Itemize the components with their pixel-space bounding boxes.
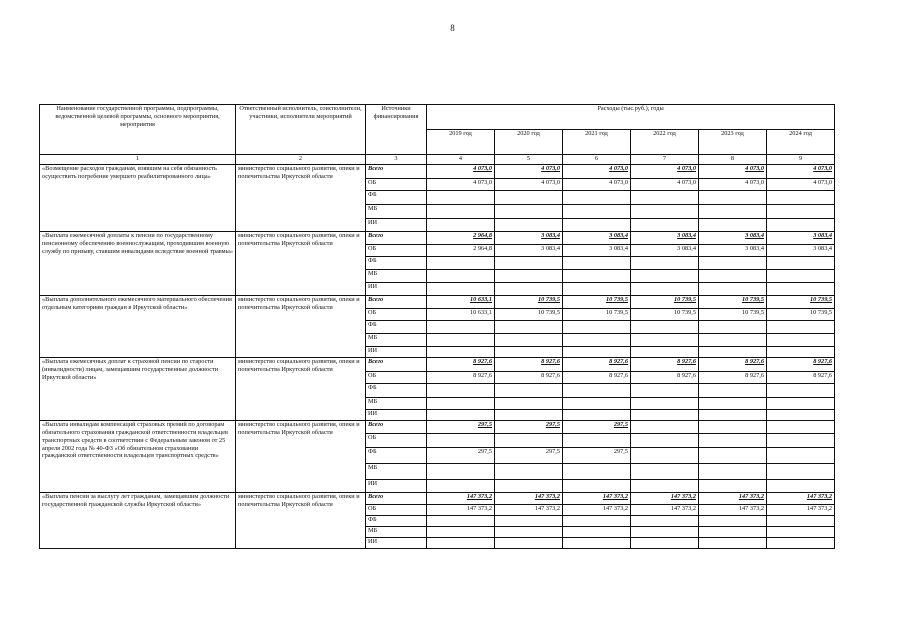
table-row — [40, 421, 835, 434]
year-value — [631, 410, 699, 421]
year-value: 8 927,6 — [563, 358, 631, 372]
year-value — [699, 410, 767, 421]
year-value: 8 927,6 — [767, 372, 835, 384]
year-value — [495, 410, 563, 421]
source-label: МБ — [366, 398, 427, 410]
year-value: 297,5 — [427, 448, 495, 464]
year-value — [563, 257, 631, 270]
year-value: 147 373,2 — [495, 505, 563, 516]
source-label: МБ — [366, 270, 427, 283]
year-value — [631, 398, 699, 410]
measure-name: «Выплата дополнительного ежемесячного материального обеспечения отдельным категориям граждан в Иркутской области» — [40, 296, 236, 358]
year-value: 297,5 — [563, 421, 631, 434]
year-value: 10 739,5 — [631, 296, 699, 309]
year-value — [427, 257, 495, 270]
source-label: Всего — [366, 232, 427, 245]
year-value: 10 739,5 — [699, 296, 767, 309]
header-source: Источники финансирования — [366, 105, 427, 155]
year-value — [563, 384, 631, 398]
year-value — [427, 270, 495, 283]
year-value — [495, 384, 563, 398]
year-value — [699, 283, 767, 296]
table-row — [40, 232, 835, 245]
year-value — [495, 538, 563, 549]
year-value — [563, 219, 631, 232]
year-value: 8 927,6 — [699, 372, 767, 384]
year-value — [767, 410, 835, 421]
year-value: 297,5 — [427, 421, 495, 434]
year-value: 147 373,2 — [631, 505, 699, 516]
year-value — [495, 270, 563, 283]
column-number: 9 — [767, 155, 835, 165]
year-value — [427, 434, 495, 448]
year-value — [631, 448, 699, 464]
year-value — [699, 219, 767, 232]
year-value: 147 373,2 — [699, 493, 767, 505]
year-value — [427, 398, 495, 410]
year-value: 4 073,0 — [767, 165, 835, 179]
year-value — [699, 516, 767, 527]
year-value — [427, 464, 495, 480]
source-label: ФБ — [366, 448, 427, 464]
year-value: 147 373,2 — [699, 505, 767, 516]
year-value — [495, 283, 563, 296]
year-value: 147 373,2 — [767, 493, 835, 505]
year-value: 8 927,6 — [495, 358, 563, 372]
year-value: 4 073,0 — [563, 165, 631, 179]
year-value — [767, 191, 835, 205]
measure-name: «Выплата инвалидам компенсаций страховых премий по договорам обязательного страхования гражданской ответственности владельцев транспортных средств в соответствии с Федеральным законом от 25 апреля 2002 года № 40-ФЗ «Об обязательном страховании гражданской ответственности владельцев транспортных средств» — [40, 421, 236, 493]
header-year: 2023 год — [699, 130, 767, 155]
year-value — [495, 527, 563, 538]
year-value: 3 083,4 — [563, 232, 631, 245]
year-value: 297,5 — [495, 421, 563, 434]
year-value: 10 633,1 — [427, 296, 495, 309]
year-value: 147 373,2 — [767, 505, 835, 516]
year-value — [699, 270, 767, 283]
year-value — [699, 480, 767, 493]
year-value: 4 073,0 — [767, 179, 835, 191]
year-value — [563, 538, 631, 549]
source-label: ОБ — [366, 179, 427, 191]
year-value — [631, 257, 699, 270]
measure-name: «Выплата ежемесячных доплат к страховой пенсии по старости (инвалидности) лицам, замещавшим государственные должности Иркутской области» — [40, 358, 236, 421]
column-number: 5 — [495, 155, 563, 165]
year-value: 4 073,0 — [563, 179, 631, 191]
year-value: 3 083,4 — [631, 245, 699, 257]
year-value — [699, 448, 767, 464]
source-label: Всего — [366, 493, 427, 505]
year-value: 3 083,4 — [699, 232, 767, 245]
year-value: 10 739,5 — [767, 296, 835, 309]
source-label: МБ — [366, 464, 427, 480]
year-value: 8 927,6 — [563, 372, 631, 384]
year-value: 8 927,6 — [631, 372, 699, 384]
source-label: Всего — [366, 358, 427, 372]
header-year: 2020 год — [495, 130, 563, 155]
year-value — [495, 219, 563, 232]
year-value — [767, 257, 835, 270]
year-value: 4 073,0 — [495, 165, 563, 179]
year-value — [631, 191, 699, 205]
year-value: 147 373,2 — [563, 493, 631, 505]
measure-name: «Выплата ежемесячной доплаты к пенсии по государственному пенсионному обеспечению военнослужащим, проходившим военную службу по призыву, ставшим инвалидами вследствие военной травмы» — [40, 232, 236, 296]
source-label: ОБ — [366, 372, 427, 384]
source-label: ИИ — [366, 283, 427, 296]
year-value: 4 073,0 — [495, 179, 563, 191]
year-value: 2 964,8 — [427, 232, 495, 245]
year-value: 10 739,5 — [631, 309, 699, 321]
year-value: 3 083,4 — [699, 245, 767, 257]
year-value — [563, 516, 631, 527]
year-value — [427, 334, 495, 347]
year-value — [631, 527, 699, 538]
year-value — [427, 191, 495, 205]
year-value — [767, 347, 835, 358]
year-value — [767, 480, 835, 493]
header-expenses: Расходы (тыс.руб.), годы — [427, 105, 835, 130]
year-value: 10 739,5 — [767, 309, 835, 321]
year-value — [495, 480, 563, 493]
measure-executor: министерство социального развития, опеки и попечительства Иркутской области — [236, 232, 366, 296]
header-year: 2019 год — [427, 130, 495, 155]
header-name: Наименование государственной программы, подпрограммы, ведомственной целевой программы, основного мероприятия, мероприятия — [40, 105, 236, 155]
column-number: 7 — [631, 155, 699, 165]
year-value — [699, 464, 767, 480]
year-value — [563, 410, 631, 421]
column-number: 3 — [366, 155, 427, 165]
source-label: ИИ — [366, 538, 427, 549]
year-value — [495, 516, 563, 527]
header-year: 2022 год — [631, 130, 699, 155]
source-label: ФБ — [366, 191, 427, 205]
year-value: 10 739,5 — [563, 296, 631, 309]
year-value: 147 373,2 — [495, 493, 563, 505]
year-value — [631, 384, 699, 398]
year-value — [767, 516, 835, 527]
year-value — [427, 283, 495, 296]
year-value — [767, 448, 835, 464]
year-value: 4 073,0 — [699, 179, 767, 191]
year-value: 4 073,0 — [631, 165, 699, 179]
year-value: 3 083,4 — [563, 245, 631, 257]
year-value — [699, 527, 767, 538]
table-row — [40, 358, 835, 372]
year-value: 4 073,0 — [699, 165, 767, 179]
column-number: 8 — [699, 155, 767, 165]
source-label: Всего — [366, 165, 427, 179]
year-value — [631, 480, 699, 493]
source-label: ОБ — [366, 245, 427, 257]
year-value — [563, 205, 631, 219]
source-label: Всего — [366, 296, 427, 309]
measure-name: «Выплата пенсии за выслугу лет гражданам, замещавшим должности государственной гражданской службы Иркутской области» — [40, 493, 236, 549]
year-value — [563, 480, 631, 493]
year-value — [631, 464, 699, 480]
table-row — [40, 165, 835, 179]
year-value: 147 373,2 — [427, 493, 495, 505]
measure-name: «Возмещение расходов гражданам, взявшим на себя обязанность осуществить погребение умершего реабилитированного лица» — [40, 165, 236, 232]
year-value — [495, 205, 563, 219]
year-value: 2 964,8 — [427, 245, 495, 257]
year-value — [427, 516, 495, 527]
year-value: 10 739,5 — [563, 309, 631, 321]
source-label: ИИ — [366, 410, 427, 421]
year-value: 8 927,6 — [631, 358, 699, 372]
year-value: 8 927,6 — [427, 372, 495, 384]
year-value — [563, 434, 631, 448]
year-value — [767, 205, 835, 219]
year-value — [495, 398, 563, 410]
header-executor: Ответственный исполнитель, соисполнители, участники, исполнители мероприятий — [236, 105, 366, 155]
year-value: 297,5 — [563, 448, 631, 464]
year-value — [631, 283, 699, 296]
year-value — [699, 191, 767, 205]
source-label: ИИ — [366, 219, 427, 232]
year-value: 147 373,2 — [563, 505, 631, 516]
measure-executor: министерство социального развития, опеки и попечительства Иркутской области — [236, 296, 366, 358]
year-value: 147 373,2 — [631, 493, 699, 505]
year-value — [563, 321, 631, 334]
year-value — [631, 334, 699, 347]
year-value — [563, 347, 631, 358]
year-value — [495, 347, 563, 358]
year-value — [563, 398, 631, 410]
year-value — [563, 270, 631, 283]
year-value — [563, 191, 631, 205]
year-value — [495, 464, 563, 480]
measure-executor: министерство социального развития, опеки и попечительства Иркутской области — [236, 421, 366, 493]
year-value — [631, 434, 699, 448]
year-value — [767, 334, 835, 347]
year-value — [563, 334, 631, 347]
column-number: 2 — [236, 155, 366, 165]
source-label: ФБ — [366, 516, 427, 527]
year-value: 147 373,2 — [427, 505, 495, 516]
year-value — [699, 347, 767, 358]
source-label: ФБ — [366, 257, 427, 270]
year-value — [427, 538, 495, 549]
year-value — [767, 527, 835, 538]
year-value — [427, 527, 495, 538]
source-label: ФБ — [366, 384, 427, 398]
source-label: ИИ — [366, 480, 427, 493]
year-value — [427, 410, 495, 421]
year-value — [631, 205, 699, 219]
year-value — [699, 398, 767, 410]
year-value — [631, 516, 699, 527]
source-label: МБ — [366, 334, 427, 347]
year-value — [427, 384, 495, 398]
year-value — [767, 283, 835, 296]
measure-executor: министерство социального развития, опеки и попечительства Иркутской области — [236, 493, 366, 549]
year-value — [699, 434, 767, 448]
year-value: 297,5 — [495, 448, 563, 464]
source-label: ОБ — [366, 309, 427, 321]
year-value — [631, 321, 699, 334]
year-value: 10 739,5 — [495, 309, 563, 321]
year-value — [699, 321, 767, 334]
year-value: 10 739,5 — [495, 296, 563, 309]
year-value — [699, 421, 767, 434]
year-value: 10 633,1 — [427, 309, 495, 321]
source-label: МБ — [366, 205, 427, 219]
year-value — [495, 321, 563, 334]
column-number: 4 — [427, 155, 495, 165]
year-value — [631, 421, 699, 434]
year-value — [699, 205, 767, 219]
year-value — [767, 321, 835, 334]
table-row — [40, 296, 835, 309]
year-value: 3 083,4 — [631, 232, 699, 245]
column-number: 6 — [563, 155, 631, 165]
year-value: 4 073,0 — [427, 179, 495, 191]
measure-executor: министерство социального развития, опеки и попечительства Иркутской области — [236, 358, 366, 421]
year-value — [767, 219, 835, 232]
year-value — [495, 334, 563, 347]
year-value — [427, 321, 495, 334]
year-value: 4 073,0 — [427, 165, 495, 179]
year-value — [699, 257, 767, 270]
year-value: 10 739,5 — [699, 309, 767, 321]
year-value — [563, 464, 631, 480]
year-value — [767, 421, 835, 434]
year-value: 8 927,6 — [699, 358, 767, 372]
source-label: ОБ — [366, 505, 427, 516]
year-value: 3 083,4 — [495, 232, 563, 245]
source-label: МБ — [366, 527, 427, 538]
measure-executor: министерство социального развития, опеки и попечительства Иркутской области — [236, 165, 366, 232]
column-number: 1 — [40, 155, 236, 165]
expenses-table — [39, 104, 835, 549]
year-value — [427, 480, 495, 493]
year-value — [699, 538, 767, 549]
year-value — [767, 434, 835, 448]
year-value — [563, 527, 631, 538]
source-label: ИИ — [366, 347, 427, 358]
source-label: ОБ — [366, 434, 427, 448]
page-number: 8 — [450, 23, 455, 33]
year-value — [631, 270, 699, 283]
header-year: 2024 год — [767, 130, 835, 155]
year-value — [767, 538, 835, 549]
year-value — [767, 270, 835, 283]
year-value — [631, 219, 699, 232]
year-value — [631, 538, 699, 549]
year-value — [699, 334, 767, 347]
year-value — [495, 257, 563, 270]
year-value — [767, 384, 835, 398]
year-value: 8 927,6 — [427, 358, 495, 372]
year-value: 8 927,6 — [495, 372, 563, 384]
year-value — [427, 219, 495, 232]
source-label: Всего — [366, 421, 427, 434]
year-value — [563, 283, 631, 296]
year-value: 3 083,4 — [495, 245, 563, 257]
year-value: 3 083,4 — [767, 245, 835, 257]
source-label: ФБ — [366, 321, 427, 334]
year-value — [495, 434, 563, 448]
year-value: 3 083,4 — [767, 232, 835, 245]
header-year: 2021 год — [563, 130, 631, 155]
table-row — [40, 493, 835, 505]
year-value — [767, 464, 835, 480]
year-value — [427, 347, 495, 358]
year-value: 8 927,6 — [767, 358, 835, 372]
year-value — [767, 398, 835, 410]
year-value — [699, 384, 767, 398]
year-value — [495, 191, 563, 205]
year-value — [631, 347, 699, 358]
year-value — [427, 205, 495, 219]
year-value: 4 073,0 — [631, 179, 699, 191]
